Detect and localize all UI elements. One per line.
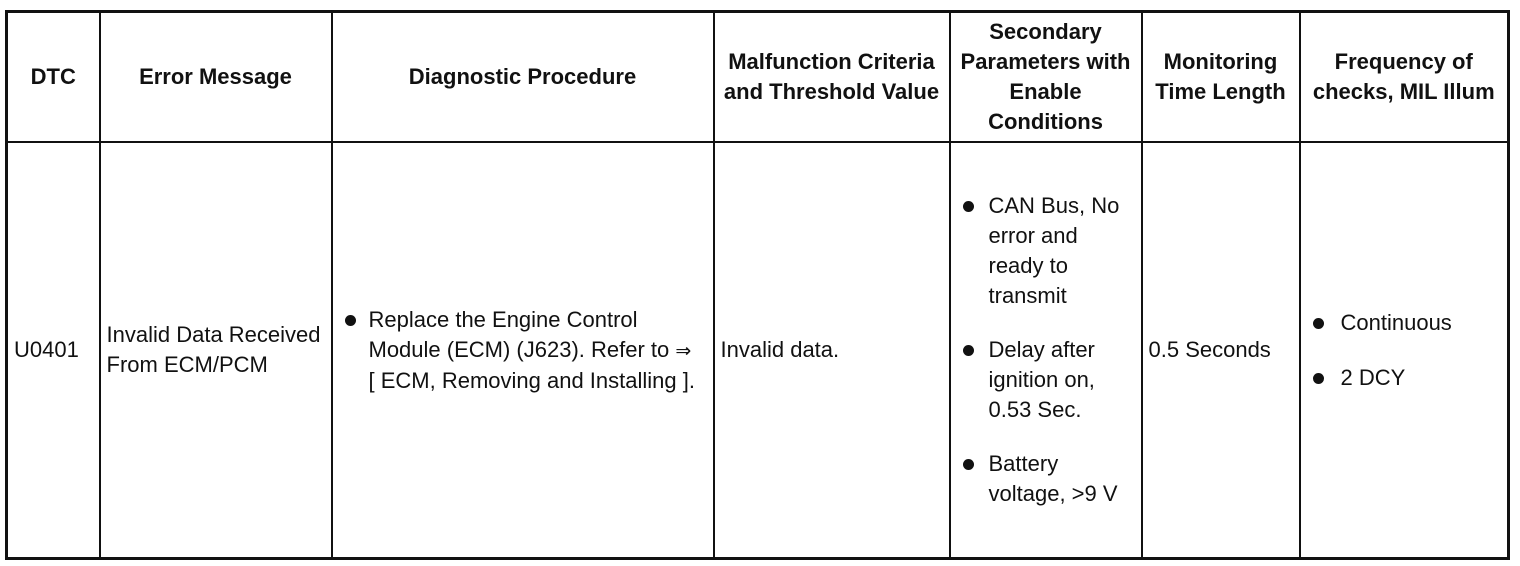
secondary-list xyxy=(957,191,1135,509)
dtc-table xyxy=(5,10,1510,560)
bullet-icon xyxy=(963,201,974,212)
secondary-item-text: Delay after ignition on, 0.53 Sec. xyxy=(988,337,1095,422)
right-arrow-icon: ⇒ xyxy=(675,339,692,362)
header-error-message: Error Message xyxy=(100,12,332,143)
procedure-link-text[interactable]: [ ECM, Removing and Installing ]. xyxy=(368,367,695,393)
list-item xyxy=(1307,363,1502,393)
secondary-item-text: Battery voltage, >9 V xyxy=(988,451,1118,506)
procedure-text: Replace the Engine Control Module (ECM) (J623). Refer to xyxy=(368,306,676,362)
header-frequency: Frequency of checks, MIL Illum xyxy=(1300,12,1509,143)
cell-monitoring-time: 0.5 Seconds xyxy=(1142,142,1300,559)
procedure-item xyxy=(339,305,703,396)
header-malfunction-criteria: Malfunction Criteria and Threshold Value xyxy=(714,12,950,143)
bullet-icon xyxy=(345,315,356,326)
list-item xyxy=(1307,308,1502,338)
bullet-icon xyxy=(963,459,974,470)
header-monitoring-time: Monitoring Time Length xyxy=(1142,12,1300,143)
cell-dtc: U0401 xyxy=(7,142,100,559)
procedure-list xyxy=(339,305,703,396)
cell-error-message: Invalid Data Received From ECM/PCM xyxy=(100,142,332,559)
table-row xyxy=(7,142,1509,559)
frequency-list xyxy=(1307,308,1502,393)
bullet-icon xyxy=(963,345,974,356)
frequency-item-text: 2 DCY xyxy=(1340,364,1406,390)
list-item xyxy=(957,335,1135,425)
bullet-icon xyxy=(1313,373,1324,384)
cell-diagnostic-procedure xyxy=(332,142,714,559)
header-diagnostic-procedure: Diagnostic Procedure xyxy=(332,12,714,143)
list-item xyxy=(957,191,1135,311)
header-secondary-parameters: Secondary Parameters with Enable Conditions xyxy=(950,12,1142,143)
frequency-item-text: Continuous xyxy=(1340,309,1452,335)
cell-frequency xyxy=(1300,142,1509,559)
header-dtc: DTC xyxy=(7,12,100,143)
cell-secondary-parameters xyxy=(950,142,1142,559)
secondary-item-text: CAN Bus, No error and ready to transmit xyxy=(988,193,1120,308)
header-row xyxy=(7,12,1509,143)
cell-malfunction-criteria: Invalid data. xyxy=(714,142,950,559)
list-item xyxy=(957,449,1135,509)
bullet-icon xyxy=(1313,318,1324,329)
